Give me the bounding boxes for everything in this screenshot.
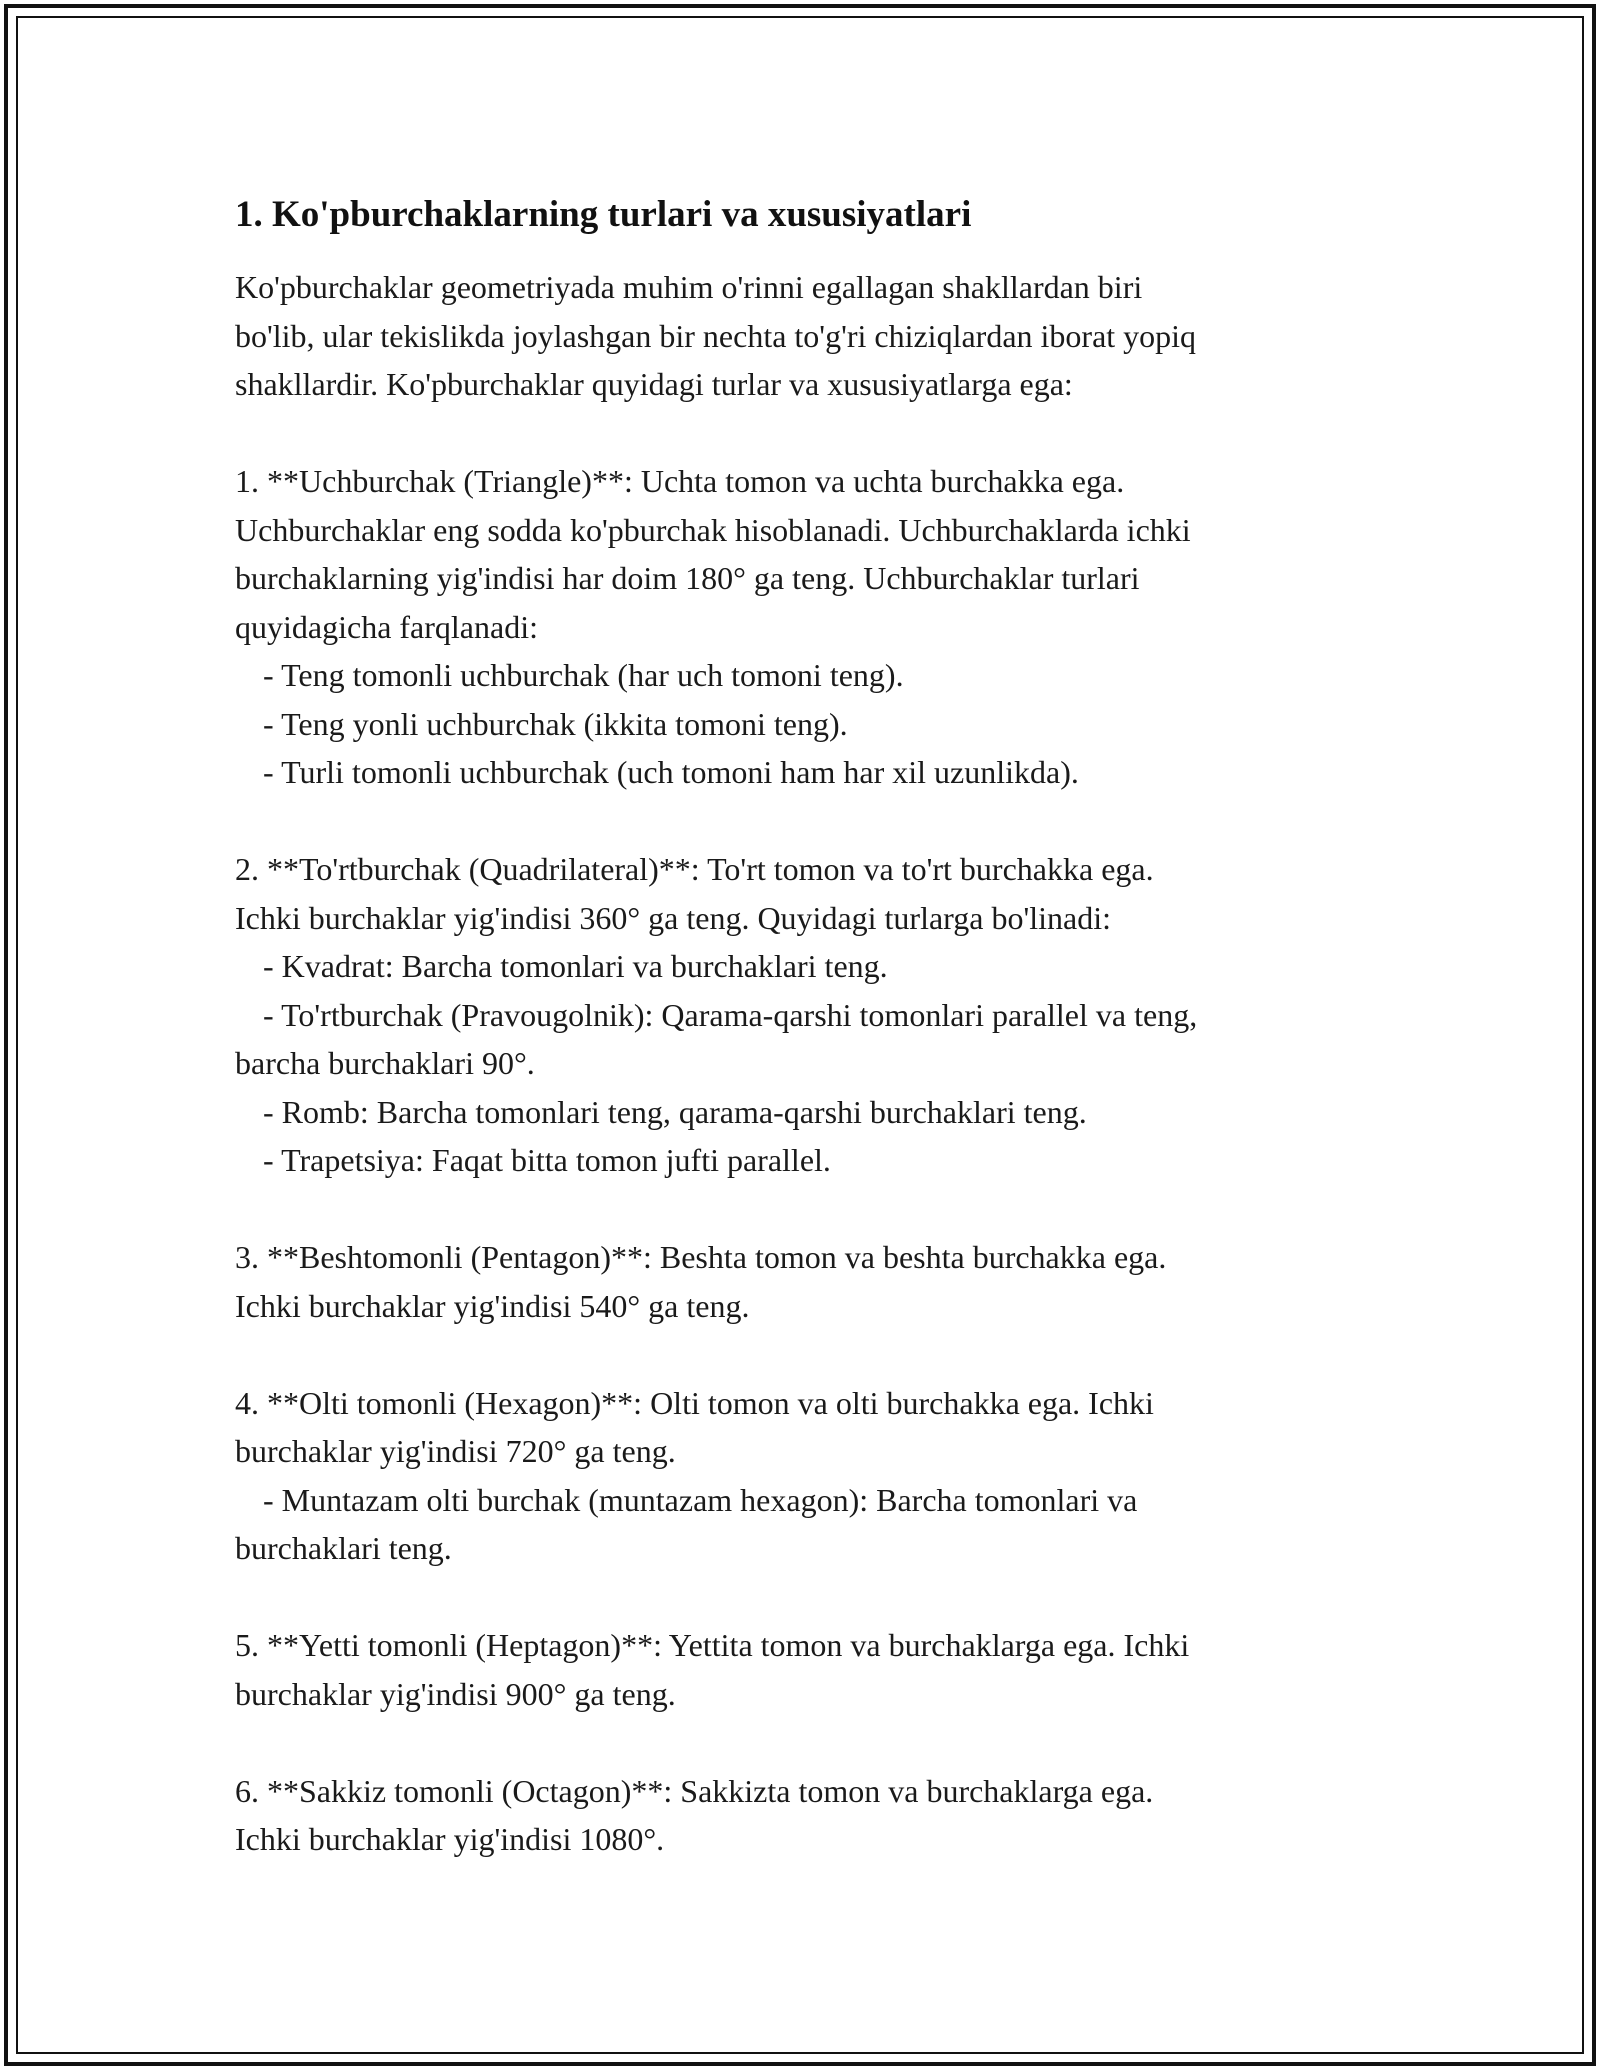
intro-line: bo'lib, ular tekislikda joylashgan bir nechta to'g'ri chiziqlardan iborat yopiq — [235, 317, 1197, 354]
list-item: - Teng tomonli uchburchak (har uch tomoni teng). — [263, 657, 904, 693]
section-block — [235, 845, 1365, 1185]
list-item: - Turli tomonli uchburchak (uch tomoni ham har xil uzunlikda). — [263, 754, 1079, 790]
section-line: barcha burchaklari 90°. — [235, 1045, 535, 1081]
section-line: 5. **Yetti tomonli (Heptagon)**: Yettita tomon va burchaklarga ega. Ichki — [235, 1627, 1190, 1663]
list-item: - Teng yonli uchburchak (ikkita tomoni teng). — [263, 705, 848, 742]
section-block — [235, 1379, 1365, 1573]
section-line: 6. **Sakkiz tomonli (Octagon)**: Sakkizta tomon va burchaklarga ega. — [235, 1772, 1154, 1809]
section-line: burchaklar yig'indisi 720° ga teng. — [235, 1433, 676, 1469]
section-line: burchaklari teng. — [235, 1530, 452, 1566]
section-line: Uchburchaklar eng sodda ko'pburchak hisoblanadi. Uchburchaklarda ichki — [235, 511, 1191, 548]
document-body — [235, 190, 1365, 1864]
intro-paragraph — [235, 263, 1365, 409]
section-block — [235, 1767, 1365, 1864]
section-line: 2. **To'rtburchak (Quadrilateral)**: To'rt tomon va to'rt burchakka ega. — [235, 851, 1154, 887]
section-line: Ichki burchaklar yig'indisi 360° ga teng. Quyidagi turlarga bo'linadi: — [235, 899, 1111, 936]
list-item: - To'rtburchak (Pravougolnik): Qarama-qarshi tomonlari parallel va teng, — [263, 996, 1198, 1033]
section-block — [235, 457, 1365, 797]
section-line: 4. **Olti tomonli (Hexagon)**: Olti tomon va olti burchakka ega. Ichki — [235, 1384, 1154, 1421]
section-line: Ichki burchaklar yig'indisi 540° ga teng. — [235, 1287, 750, 1324]
section-block — [235, 1233, 1365, 1330]
section-line: Ichki burchaklar yig'indisi 1080°. — [235, 1821, 665, 1857]
section-line: burchaklar yig'indisi 900° ga teng. — [235, 1675, 676, 1712]
list-item: - Romb: Barcha tomonlari teng, qarama-qarshi burchaklari teng. — [263, 1093, 1087, 1130]
section-line: 3. **Beshtomonli (Pentagon)**: Beshta tomon va beshta burchakka ega. — [235, 1239, 1167, 1275]
intro-line: Ko'pburchaklar geometriyada muhim o'rinni egallagan shakllardan biri — [235, 269, 1143, 305]
intro-line: shakllardir. Ko'pburchaklar quyidagi turlar va xususiyatlarga ega: — [235, 366, 1073, 402]
list-item: - Trapetsiya: Faqat bitta tomon jufti parallel. — [263, 1142, 831, 1178]
sections-list — [235, 457, 1365, 1864]
list-item: - Muntazam olti burchak (muntazam hexagon): Barcha tomonlari va — [263, 1481, 1138, 1518]
section-block — [235, 1621, 1365, 1718]
section-line: 1. **Uchburchak (Triangle)**: Uchta tomon va uchta burchakka ega. — [235, 463, 1125, 499]
section-line: burchaklarning yig'indisi har doim 180° ga teng. Uchburchaklar turlari — [235, 560, 1140, 596]
section-line: quyidagicha farqlanadi: — [235, 608, 538, 645]
page-title: 1. Ko'pburchaklarning turlari va xususiyatlari — [235, 194, 972, 235]
list-item: - Kvadrat: Barcha tomonlari va burchaklari teng. — [263, 948, 888, 984]
